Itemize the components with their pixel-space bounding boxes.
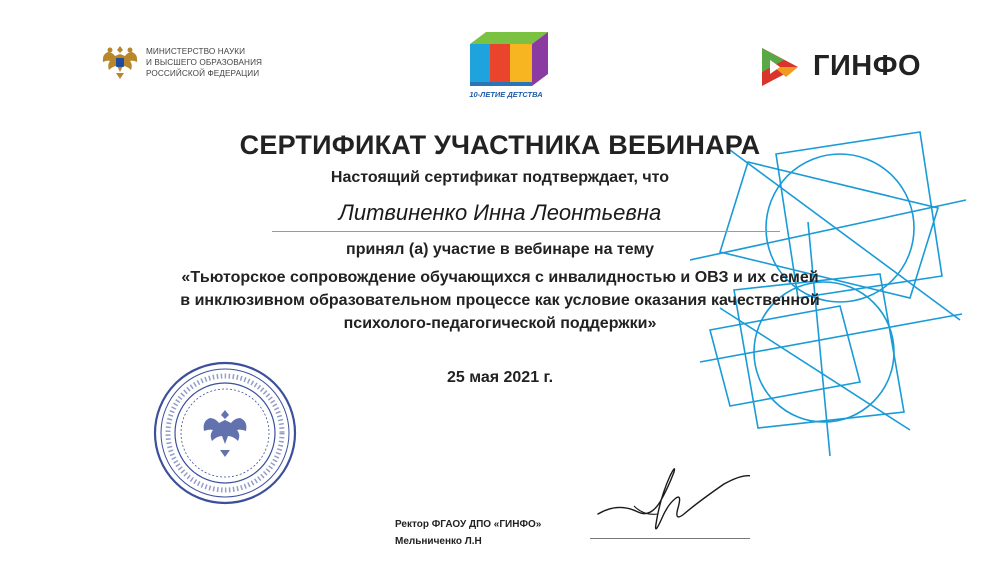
ginfo-arrow-icon xyxy=(758,44,808,90)
certificate-date: 25 мая 2021 г. xyxy=(446,369,554,386)
decade-of-childhood-logo xyxy=(458,30,554,102)
name-underline xyxy=(272,231,780,232)
ginfo-wordmark: ГИНФО xyxy=(813,50,922,82)
signature-line xyxy=(590,538,750,539)
certificate-subtitle: Настоящий сертификат подтверждает, что xyxy=(330,169,670,186)
ministry-line-3: РОССИЙСКОЙ ФЕДЕРАЦИИ xyxy=(146,69,260,78)
handwritten-signature xyxy=(590,452,750,540)
decade-caption: 10-ЛЕТИЕ ДЕТСТВА xyxy=(469,90,543,99)
topic-line-2: в инклюзивном образовательном процессе как условие оказания качественной xyxy=(180,292,820,309)
official-stamp xyxy=(150,358,300,508)
webinar-topic xyxy=(0,266,1000,335)
topic-line-1: «Тьюторское сопровождение обучающихся с инвалидностью и ОВЗ и их семей xyxy=(181,269,819,286)
ministry-logo xyxy=(100,40,290,85)
ministry-name xyxy=(146,46,262,79)
ministry-line-1: МИНИСТЕРСТВО НАУКИ xyxy=(146,47,246,56)
stamp-eagle-icon xyxy=(204,410,247,457)
recipient-name: Литвиненко Инна Леонтьевна xyxy=(338,200,662,225)
certificate-title: СЕРТИФИКАТ УЧАСТНИКА ВЕБИНАРА xyxy=(239,130,761,160)
topic-line-3: психолого-педагогической поддержки» xyxy=(343,315,657,332)
signatory-position: Ректор ФГАОУ ДПО «ГИНФО» xyxy=(395,519,542,530)
decade-cube-icon xyxy=(458,30,554,90)
signatory-name: Мельниченко Л.Н xyxy=(395,536,482,547)
participation-intro: принял (а) участие в вебинаре на тему xyxy=(346,241,654,258)
ginfo-logo xyxy=(758,44,922,90)
signatory-block xyxy=(395,516,541,550)
ministry-line-2: И ВЫСШЕГО ОБРАЗОВАНИЯ xyxy=(146,58,263,67)
double-headed-eagle-icon xyxy=(100,40,140,84)
